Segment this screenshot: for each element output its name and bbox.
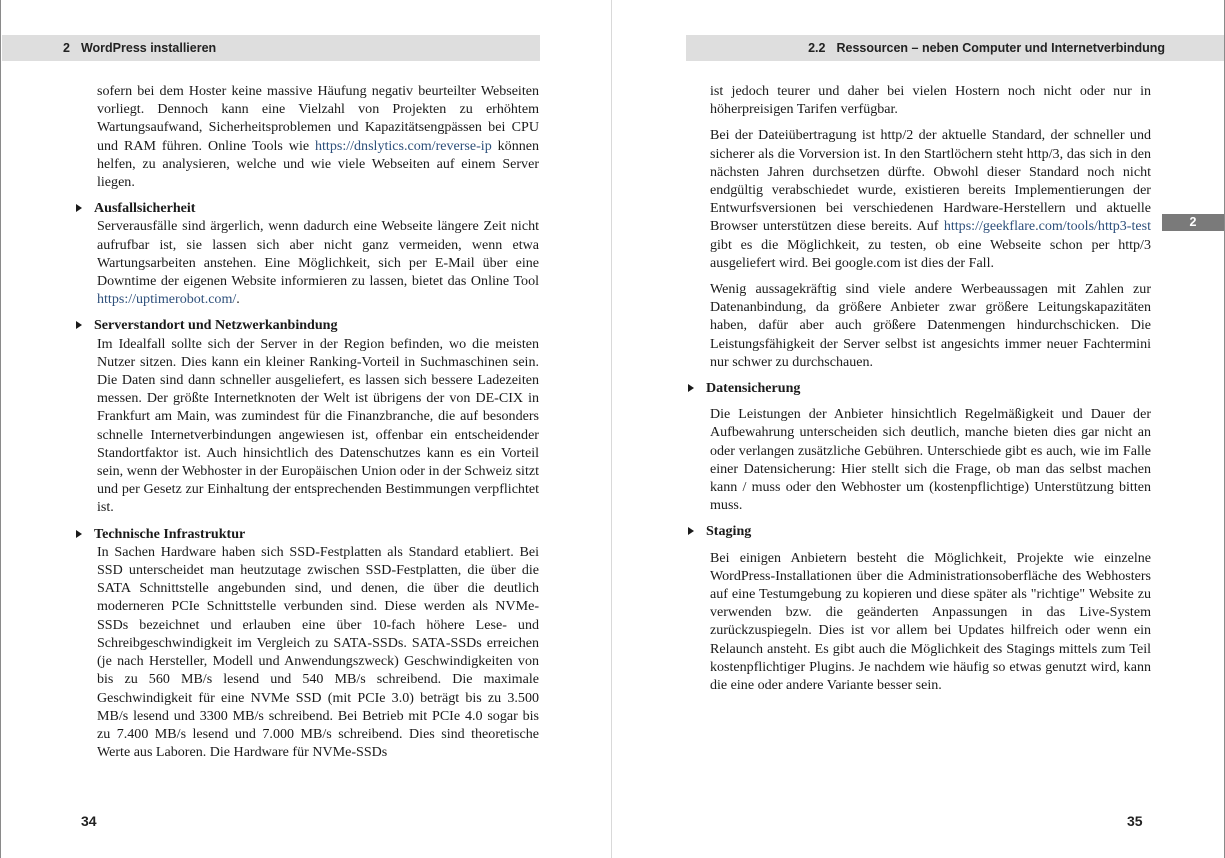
section-paragraph: In Sachen Hardware haben sich SSD-Festplatten als Standard etabliert. Bei SSD unterscheidet man heutzutage zwischen SSD-Festplatten, die über die SATA Schnittstelle angebunden sind, und denen, die über die deutlich moderneren PCIe Schnittstelle verbunden sind. Diese werden als NVMe-SSDs bezeichnet und erlauben eine über 10-fach höhere Lese- und Schreibgeschwindigkeit im Vergleich zu SATA-SSDs. SATA-SSDs erreichen (je nach Hersteller, Modell und Anwendungszweck) Geschwindigkeiten von bis zu 560 MB/s lesend und 540 MB/s schreibend. Die maximale Geschwindigkeit für eine NVMe SSD (mit PCIe 3.0) beträgt bis zu 3.500 MB/s lesend und 3300 MB/s schreibend. Bei Betrieb mit PCIe 4.0 sogar bis zu 7.400 MB/s lesend und 7.000 MB/s schreibend. Dies sind theoretische Werte aus Laboren. Die Hardware für NVMe-SSDs [97, 543, 539, 761]
section-title: Serverstandort und Netzwerkanbindung [94, 317, 338, 334]
triangle-bullet-icon [76, 204, 82, 212]
section-number: 2.2 [808, 41, 826, 55]
section-paragraph: Die Leistungen der Anbieter hinsichtlich Regelmäßigkeit und Dauer der Aufbewahrung unterscheiden sich deutlich, manche bieten dies gar nicht an oder verlangen zusätzliche Gebühren. Unterschiede gibt es auch, wie im Falle einer Datensicherung: Hier stellt sich die Frage, ob man das selbst machen kann / muss oder den Webhoster um (kostenpflichtige) Unterstützung bitten muss. [710, 406, 1151, 514]
section-title: Staging [706, 523, 752, 540]
section-paragraph: Bei einigen Anbietern besteht die Möglichkeit, Projekte wie einzelne WordPress-Installationen über die Administrationsoberfläche des Webhosters auf eine Testumgebung zu kopieren und diese später als "richtige" Website zu verwenden bzw. die geänderten Anpassungen in das Live-System zurückzuspiegeln. Dies ist vor allem bei Updates hilfreich oder wenn ein Relaunch ansteht. Es gibt auch die Möglichkeit des Stagings mittels zum Teil kostenpflichtiger Plugins. Je nachdem wie häufig so etwas genutzt wird, kann die eine oder andere Variante besser sein. [710, 549, 1151, 694]
paragraph: ist jedoch teurer und daher bei vielen Hostern noch nicht oder nur in höherpreisigen Tarifen verfügbar. [710, 83, 1151, 118]
section-title: Technische Infrastruktur [94, 525, 246, 542]
running-header-right [686, 35, 1225, 61]
section-title: Ausfallsicherheit [94, 200, 196, 217]
section-heading [94, 199, 539, 217]
http3-text-end: gibt es die Möglichkeit, zu testen, ob eine Webseite schon per http/3 ausgeliefert wird. Bei google.com ist dies der Fall. [710, 236, 1151, 271]
section-serverstandort [94, 316, 539, 516]
right-page [612, 0, 1225, 858]
uptimerobot-link[interactable]: https://uptimerobot.com/ [97, 291, 237, 308]
section-staging [706, 522, 1151, 694]
section-heading [706, 522, 1151, 540]
section-datensicherung [706, 379, 1151, 514]
running-header-left [2, 35, 540, 61]
page-number-right: 35 [1127, 813, 1143, 829]
triangle-bullet-icon [688, 527, 694, 535]
dnslytics-link[interactable]: https://dnslytics.com/reverse-ip [315, 137, 492, 154]
section-technische-infrastruktur [94, 525, 539, 762]
http3-text-start: Bei der Dateiübertragung ist http/2 der aktuelle Standard, der schneller und sicherer als die Vorversion ist. In den Startlöchern steht http/3, das sich in den nächsten Jahren durchsetzen dürfte. Obwohl dieser Standard noch nicht endgültig verabschiedet wurde, existieren bereits Implementierungen der Entwurfsversionen bei verschiedenen Hardware-Herstellern und aktuelle Browser unterstützen diese bereits. Auf [710, 127, 1151, 235]
section-ausfallsicherheit [94, 199, 539, 308]
paragraph-http3 [710, 126, 1151, 272]
section-heading [94, 525, 539, 543]
triangle-bullet-icon [76, 321, 82, 329]
section-title: Datensicherung [706, 380, 801, 397]
section-paragraph [97, 217, 539, 308]
left-page [0, 0, 612, 858]
chapter-thumb-tab: 2 [1162, 214, 1224, 231]
geekflare-link[interactable]: https://geekflare.com/tools/http3-test [943, 218, 1151, 235]
section-header-title: Ressourcen – neben Computer und Internetverbindung [836, 41, 1165, 55]
chapter-title: WordPress installieren [80, 41, 217, 55]
intro-paragraph [97, 82, 539, 191]
right-page-body [706, 82, 1151, 694]
chapter-number: 2 [63, 41, 70, 55]
intro-text-end: können helfen, zu analysieren, welche und wie viele Webseiten auf einem Server liegen. [97, 137, 539, 191]
section-heading [94, 316, 539, 334]
section-text-end: . [236, 291, 240, 308]
intro-text-start: sofern bei dem Hoster keine massive Häufung negativ beurteilter Webseiten vorliegt. Dennoch kann eine Vielzahl von Projekten zu erhöhtem Wartungsaufwand, Sicherheitsproblemen und Kapazitätsengpässen bei CPU und RAM führen. Online Tools wie [97, 83, 539, 154]
section-text-start: Serverausfälle sind ärgerlich, wenn dadurch eine Webseite längere Zeit nicht aufrufbar ist, sie lassen sich aber nicht ganz vermeiden, wenn etwa Wartungsarbeiten anstehen. Eine Möglichkeit, sich per E-Mail über eine Downtime der eigenen Website informieren zu lassen, bietet das Online Tool [97, 218, 539, 290]
page-number-left: 34 [81, 813, 97, 829]
section-paragraph: Im Idealfall sollte sich der Server in der Region befinden, wo die meisten Nutzer sitzen. Dies kann ein kleiner Ranking-Vorteil in Suchmaschinen sein. Die Daten sind dann schneller ausgeliefert, es lassen sich bessere Ladezeiten messen. Der größte Internetknoten der Welt ist übrigens der von DE-CIX in Frankfurt am Main, was zumindest für die Finanzbranche, die auf besonders schnelle Internetverbindungen angewiesen ist, offenbar ein entscheidender Standortfaktor ist. Auch hinsichtlich des Datenschutzes kann es ein Vorteil sein, wenn der Webhoster in der Europäischen Union oder in der Schweiz sitzt und per Gesetz zur Einhaltung der entsprechenden Bestimmungen verpflichtet ist. [97, 335, 539, 516]
paragraph: Wenig aussagekräftig sind viele andere Werbeaussagen mit Zahlen zur Datenanbindung, da größere Anbieter zwar größere Leitungskapazitäten haben, dafür aber auch größere Datenmengen hindurchschicken. Die Leistungsfähigkeit der Server selbst ist angesichts immer neuer Fachtermini nur schwer zu durchschauen. [710, 281, 1151, 370]
left-page-body [94, 82, 539, 761]
triangle-bullet-icon [688, 384, 694, 392]
triangle-bullet-icon [76, 530, 82, 538]
section-heading [706, 379, 1151, 397]
